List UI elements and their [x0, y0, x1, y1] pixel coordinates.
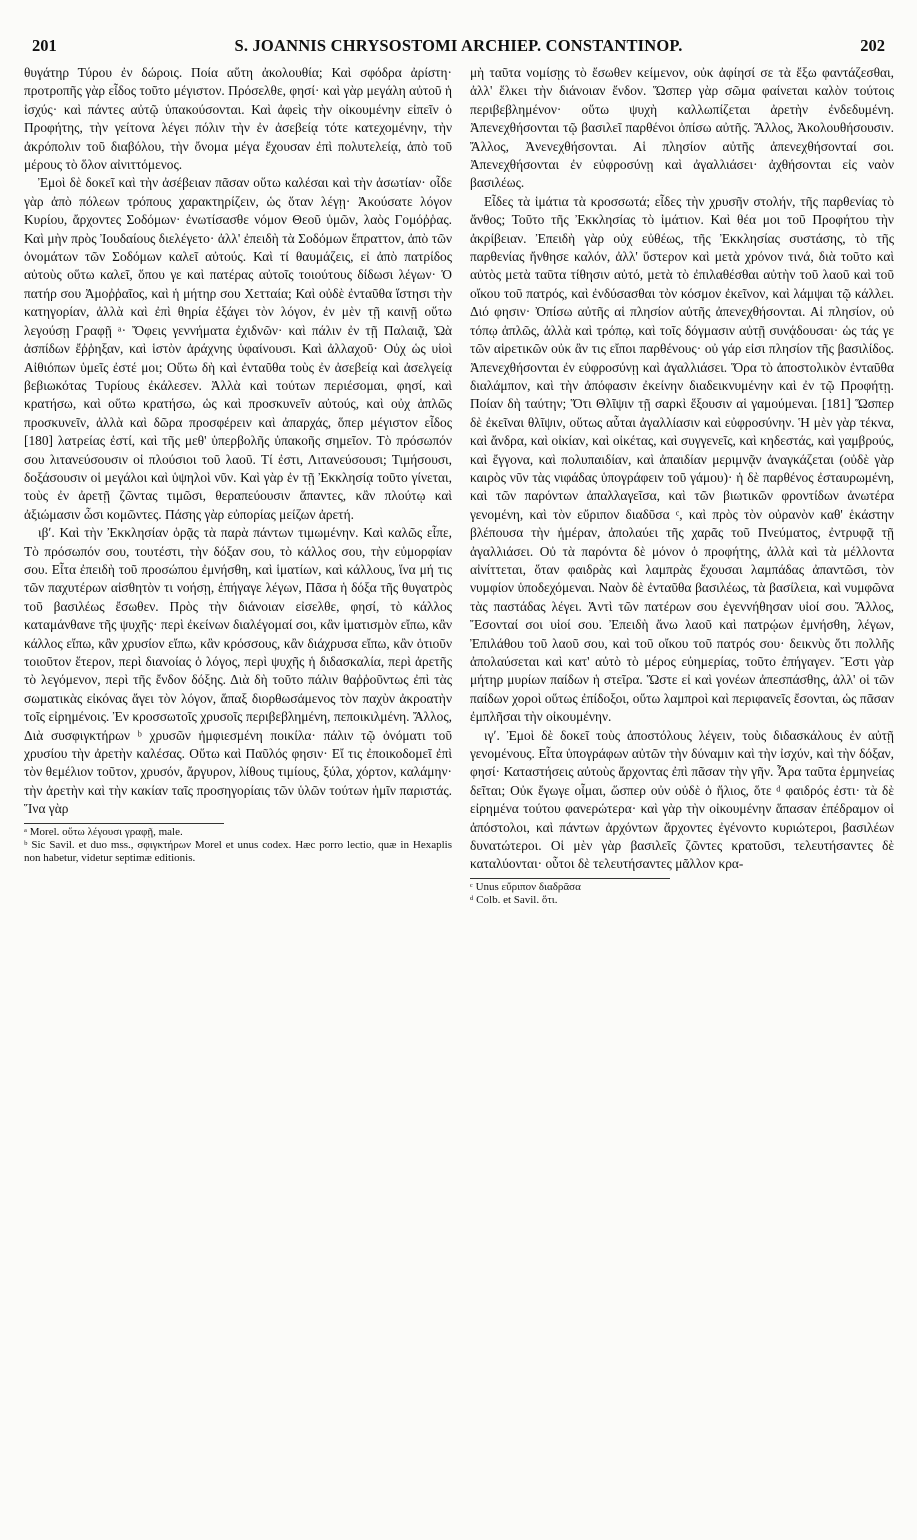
left-column	[24, 64, 452, 865]
right-footnotes	[470, 878, 670, 907]
page-number-left: 201	[32, 36, 57, 55]
running-header	[24, 36, 893, 60]
right-paragraph-2: Εἶδες τὰ ἱμάτια τὰ κροσσωτά; εἶδες τὴν χρυσῆν στολήν, τῆς παρθενίας τὸ ἄνθος; Τοῦτο τῆς Ἐκκλησίας τὸ ἱμάτιον. Καὶ θέα μοι τοῦ Προφήτου τὴν ἀκρίβειαν. Ἐπειδὴ γὰρ οὐχ εὐθέως, τῆς Ἐκκλησίας συστάσης, τὸ τῆς παρθενίας ἤνθησε καλόν, ἀλλ' ὕστερον καὶ μετὰ χρόνον τινά, διὰ τοῦτο καὶ αὐτὸς μετὰ ταῦτα τίθησιν αὐτό, μετὰ τὸ ἐπιλαθέσθαι αὐτὴν τοῦ λαοῦ καὶ τοῦ οἴκου τοῦ πατρός, καὶ ἐνδύσασθαι τὸν κόσμον ἐκεῖνον, καὶ λάμψαι τῷ κάλλει. Διό φησιν· Ὀπίσω αὐτῆς αἱ πλησίον αὐτῆς ἀπενεχθήσονται. Αἱ πλησίον, οὐ τόπῳ ἁπλῶς, ἀλλὰ καὶ τρόπῳ, καὶ τοῖς δόγμασιν αὐτῇ συνᾴδουσαι· ὡς τάς γε τῶν αἱρετικῶν οὐκ ἂν τις εἴποι παρθένους· οὐ γάρ εἰσι πλησίον τῆς βασιλίδος. Ἀπενεχθήσονται ἐν εὐφροσύνῃ καὶ ἀγαλλιάσει. Ὅρα τὸ ἀποστολικὸν ἐνταῦθα διαλάμπον, καὶ τὴν ἀπόφασιν ἐκείνην διαδεικνυμένην καὶ ἐν τῷ Προφήτῃ. Ποίαν δὴ ταύτην; Ὅτι Θλῖψιν τῇ σαρκὶ ἕξουσιν αἱ γαμούμεναι. [181] Ὥσπερ δὲ ἐκεῖναι θλῖψιν, οὕτως αὗται ἀγαλλίασιν καὶ εὐφροσύνην. Ἡ μὲν γὰρ τέκνα, καὶ ἄνδρα, καὶ οἰκίαν, καὶ οἰκέτας, καὶ συγγενεῖς, καὶ κηδεστάς, καὶ γαμβρούς, καὶ ἔγγονα, καὶ πολυπαιδίαν, καὶ ἀπαιδίαν μεριμνᾷν ἀναγκάζεται (οὐδὲ γὰρ καιρὸς νῦν τὰς νιφάδας ὑπογράφειν τοῦ γάμου)· ἡ δὲ παρθένος ἐσταυρωμένη, καὶ τῶν παρόντων ἀπαλλαγεῖσα, καὶ τῶν βιωτικῶν φροντίδων ἀνωτέρα γενομένη, καὶ τὸν εὔριπον διαδῦσα ᶜ, καὶ πρὸς τὸν οὐρανὸν καθ' ἑκάστην βλέπουσα τὴν ἡμέραν, ἀπολαύει τῆς χαρᾶς τοῦ Πνεύματος, ἐντρυφᾷ τῇ ἀγαλλιάσει. Οὐ τὰ παρόντα δὲ μόνον ὁ προφήτης, ἀλλὰ καὶ τὰ μέλλοντα αἰνίττεται, ὅταν φαιδρὰς καὶ λαμπρὰς ἔχουσαι λαμπάδας ἀπαντῶσι, τὸν νυμφίον ὑποδεχόμεναι. Ναὸν δὲ ἐνταῦθα βασιλέως, τὰ βασίλεια, καὶ νυμφῶνα τὰς παστάδας λέγει. Ἀντὶ τῶν πατέρων σου ἐγεννήθησαν υἱοί σου. Ἄλλος, Ἔσονταί σοι υἱοί σου. Ἐπειδὴ ἄνω λαοῦ καὶ πατρῴων ἐμνήσθη, λέγων, Ἐπιλάθου τοῦ λαοῦ σου, καὶ τοῦ οἴκου τοῦ πατρός σου· δεικνὺς ὅτι πολλῆς ἀπολαύσεται καὶ κατ' αὐτὸ τὸ μέρος εὐημερίας, τοῦτο ἐπήγαγεν. Ἔστι γὰρ μήτηρ μυρίων παίδων ἡ στεῖρα. Ὥστε εἰ καὶ γονέων ἀπεσπάσθης, ἀλλ' οἱ τῶν παίδων χοροὶ οὕτως ἐπίδοξοι, οὕτω λαμπροὶ καὶ περιφανεῖς ἔσονται, ὡς πᾶσαν ἐμπλῆσαι τὴν οἰκουμένην.	[470, 193, 894, 725]
left-paragraph-2: Ἐμοὶ δὲ δοκεῖ καὶ τὴν ἀσέβειαν πᾶσαν οὕτω καλέσαι καὶ τὴν ἀσωτίαν· οἶδε γὰρ ἀπὸ πόλεων τρόπους χαρακτηρίζειν, ὡς ὅταν λέγῃ· Ἀκούσατε λόγον Κυρίου, ἄρχοντες Σοδόμων· ἐνωτίσασθε νόμον Θεοῦ ὑμῶν, λαὸς Γομόῤῥας. Καὶ μὴν πρὸς Ἰουδαίους διελέγετο· ἀλλ' ἐπειδὴ τὰ Σοδόμων ἔπραττον, ἀπὸ τῶν ὀνομάτων τῶν Σοδόμων καλεῖ αὐτούς. Καὶ τί θαυμάζεις, εἰ ἀπὸ πατρίδος αὐτοὺς οὕτω καλεῖ, ὅπου γε καὶ πατέρας αὐτοῖς τοιούτους δίδωσι λέγων· Ὁ πατήρ σου Ἀμοῤῥαῖος, καὶ ἡ μήτηρ σου Χετταία; Καὶ οὐδὲ ἐνταῦθα ἵστησι τὴν κατηγορίαν, ἀλλὰ καὶ ἐπὶ θηρία ἐξάγει τὸν λόγον, ἐν μὲν τῇ καινῇ οὕτω λεγούσῃ Γραφῇ ᵃ· Ὄφεις γεννήματα ἐχιδνῶν· καὶ πάλιν ἐν τῇ Παλαιᾷ, Ὠὰ ἀσπίδων ἔῤῥηξαν, καὶ ἱστὸν ἀράχνης ὑφαίνουσι. Καὶ ἀλλαχοῦ· Οὐχ ὡς υἱοὶ Αἰθιόπων ὑμεῖς ἐστέ μοι; Οὕτω δὴ καὶ ἐνταῦθα τοὺς ἐν ἀσεβείᾳ καὶ ἀσελγείᾳ βεβιωκότας Τυρίους ἐκάλεσεν. Ἀλλὰ καὶ τούτων περιέσομαι, φησί, καὶ κρατήσω, καὶ οὕτω κρατήσω, ὡς καὶ προσκυνεῖν αὐτούς, καὶ οὐχ ἁπλῶς προσκυνεῖν, ἀλλὰ καὶ δῶρα προσφέρειν καὶ ἀπαρχάς, ὅπερ μέγιστον εἶδος [180] λατρείας ἐστί, καὶ τῆς μεθ' ὑπερβολῆς ὑπακοῆς σημεῖον. Τὸ πρόσωπόν σου λιτανεύσουσιν οἱ πλούσιοι τοῦ λαοῦ. Τί ἐστι, Λιτανεύσουσι; Τιμήσουσι, δοξάσουσιν οἱ μεγάλοι καὶ ὑψηλοὶ νῦν. Καὶ γὰρ ἐν τῇ Ἐκκλησίᾳ τοῦτο γίνεται, τοὺς ἐν ἀρετῇ ζῶντας τιμῶσι, θεραπεύουσιν ἅπαντες, κἂν πλούτῳ καὶ ἀξιώμασιν ὦσι κομῶντες. Πάσης γὰρ εὐπορίας μείζων ἀρετή.	[24, 175, 452, 522]
left-paragraph-1: θυγάτηρ Τύρου ἐν δώροις. Ποία αὕτη ἀκολουθία; Καὶ σφόδρα ἀρίστη· προτροπῆς γὰρ εἶδος τοῦτο μέγιστον. Πρόσελθε, φησί· καὶ γὰρ μεγάλη αὐτοῦ ἡ ἰσχύς· καὶ πάντες αὐτῷ ὑπακούσονται. Καὶ ἀφεὶς τὴν οἰκουμένην εἰπεῖν ὁ Προφήτης, τὴν γείτονα λέγει πόλιν τὴν ἐν ἀσεβείᾳ τότε κατεχομένην, τὴν ἀκρόπολιν τοῦ διαβόλου, τὴν ὄνομα μέγα ἔχουσαν ἐπὶ πολυτελείᾳ, ἀπὸ τοῦ μέρους τὸ ὅλον αἰνιττόμενος.	[24, 65, 452, 173]
footnote-d: ᵈ Colb. et Savil. ὅτι.	[470, 893, 558, 906]
footnote-c: ᶜ Unus εὔριπον διαδρᾶσα	[470, 880, 581, 893]
footnote-b: ᵇ Sic Savil. et duo mss., σφιγκτήρων Morel et unus codex. Hæc porro lectio, quæ in Hexaplis non habetur, videtur septimæ editionis.	[24, 838, 452, 864]
running-title: S. JOANNIS CHRYSOSTOMI ARCHIEP. CONSTANTINOP.	[234, 36, 683, 55]
left-paragraph-3: ιβʹ. Καὶ τὴν Ἐκκλησίαν ὁρᾷς τὰ παρὰ πάντων τιμωμένην. Καὶ καλῶς εἶπε, Τὸ πρόσωπόν σου, τουτέστι, τὴν δόξαν σου, τὸ κάλλος σου, τὴν εὐμορφίαν σου. Εἶτα ἐπειδὴ τοῦ προσώπου ἐμνήσθη, καὶ ἱματίων, καὶ κάλλους, ἵνα μή τις τῶν παχυτέρων αἰσθητὸν τι νοήσῃ, ἐπήγαγε λέγων, Πᾶσα ἡ δόξα τῆς θυγατρὸς τοῦ βασιλέως ἔσωθεν. Πρὸς τὴν διάνοιαν εἰσελθε, φησί, τὸ κάλλος καταμάνθανε τῆς ψυχῆς· περὶ ἐκείνων διαλέγομαί σοι, κἂν ἱματισμὸν εἴπω, κἂν κάλλος εἴπω, κἂν χρυσίον εἴπω, κἂν κρόσσους, κἂν διάχρυσα εἴπω, κἂν ὁτιοῦν τοιοῦτον ἕτερον, περὶ διανοίας ὁ λόγος, περὶ ψυχῆς ἡ διδασκαλία, περὶ ἀρετῆς τὸ λεγόμενον, περὶ τῆς ἔνδον δόξης. Διὰ δὴ τοῦτο πάλιν θαῤῥοῦντως ἐπὶ τὰς σωματικὰς εἰκόνας ἄγει τὸν λόγον, ἅπαξ διορθωσάμενος τὸν παχὺν ἀκροατὴν τοῖς εἰρημένοις. Ἐν κροσσωτοῖς χρυσοῖς περιβεβλημένη, πεποικιλμένη. Ἄλλος, Διὰ συσφιγκτήρων ᵇ χρυσῶν ἠμφιεσμένη ποικίλα· πάλιν τῷ ὀνόματι τοῦ χρυσίου τὴν ἀρετὴν καλέσας. Οὕτω καὶ Παῦλός φησιν· Εἴ τις ἐποικοδομεῖ ἐπὶ τὸν θεμέλιον τοῦτον, χρυσόν, ἄργυρον, λίθους τιμίους, ξύλα, χόρτον, καλάμην· τὴν ἀρετὴν καὶ τὴν κακίαν ταῖς προσηγορίαις τῶν ὑλῶν τούτων ἡμῖν παριστάς. Ἵνα γὰρ	[24, 525, 452, 817]
page-number-right: 202	[860, 36, 885, 55]
right-paragraph-3: ιγʹ. Ἐμοὶ δὲ δοκεῖ τοὺς ἀποστόλους λέγειν, τοὺς διδασκάλους ἐν αὐτῇ γενομένους. Εἶτα ὑπογράφων αὐτῶν τὴν δύναμιν καὶ τὴν ἰσχύν, καὶ τὴν δόξαν, φησί· Καταστήσεις αὐτοὺς ἄρχοντας ἐπὶ πᾶσαν τὴν γῆν. Ἆρα ταῦτα ἑρμηνείας δεῖται; Οὐκ ἔγωγε οἶμαι, ὥσπερ οὐν οὐδὲ ὁ ἥλιος, ὅτε ᵈ φαιδρός ἐστι· τὰ δὲ εἰρημένα τούτου φανερώτερα· καὶ γὰρ τὴν οἰκουμένην ἅπασαν ἐπέδραμον οἱ ἀπόστολοι, καὶ πάντων ἀρχόντων ἄρχοντες ἐγένοντο κυριώτεροι, βασιλέων δυνατώτεροι. Οἱ μὲν γὰρ βασιλεῖς ζῶντες κρατοῦσι, τελευτήσαντες δὲ καταλύονται· οὗτοι δὲ τελευτήσαντες μᾶλλον κρα-	[470, 727, 894, 872]
right-column	[470, 64, 894, 907]
left-footnotes	[24, 823, 452, 865]
footnote-a: ᵃ Morel. οὕτω λέγουσι γραφῇ, male.	[24, 825, 183, 838]
right-paragraph-1: μὴ ταῦτα νομίσῃς τὸ ἔσωθεν κείμενον, οὐκ ἀφίησί σε τὰ ἔξω φαντάζεσθαι, ἀλλ' ἕλκει τὴν διάνοιαν ἔνδον. Ὥσπερ γὰρ σῶμα φαίνεται καλὸν τούτοις περιβεβλημένον· οὕτω ψυχὴ καλλωπίζεται ἀρετὴν ἐνδεδυμένη. Ἀπενεχθήσονται τῷ βασιλεῖ παρθένοι ὀπίσω αὐτῆς. Ἄλλος, Ἀκολουθήσουσιν. Ἄλλος, Ἀνενεχθήσονται. Αἱ πλησίον αὐτῆς ἀπενεχθήσονταί σοι. Ἀπενεχθήσονται ἐν εὐφροσύνῃ καὶ ἀγαλλιάσει· ἀχθήσονται εἰς ναὸν βασιλέως.	[470, 65, 894, 191]
